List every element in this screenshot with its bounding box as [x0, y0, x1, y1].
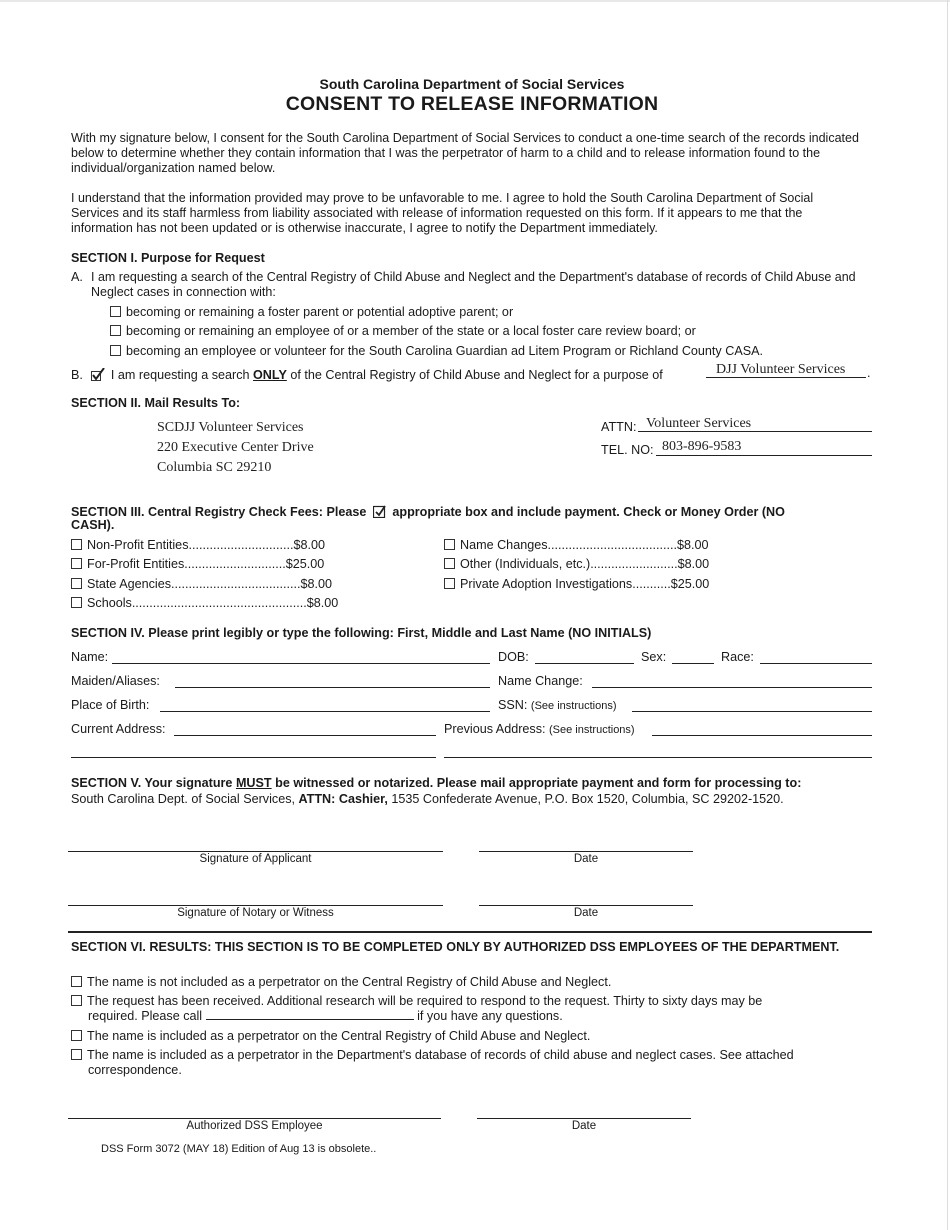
notary-signature-label: Signature of Notary or Witness [177, 907, 334, 919]
checkbox[interactable] [444, 578, 455, 589]
fee-other[interactable]: Other (Individuals, etc.).........................$8.00 [444, 557, 709, 571]
attn-line [638, 431, 872, 432]
checkbox[interactable] [110, 325, 121, 336]
checkbox[interactable] [110, 306, 121, 317]
form-title: CONSENT TO RELEASE INFORMATION [285, 93, 659, 115]
agency-name: South Carolina Department of Social Services [319, 76, 625, 92]
result-included-registry[interactable]: The name is included as a perpetrator on the Central Registry of Child Abuse and Neglect. [71, 1029, 590, 1043]
checked-box-icon [373, 505, 386, 518]
name-label: Name: [71, 650, 109, 664]
checkbox[interactable] [71, 1049, 82, 1060]
section-3-heading-line2: CASH). [71, 518, 115, 532]
fee-name-changes[interactable]: Name Changes.....................................$8.00 [444, 538, 709, 552]
scan-edge-top [0, 0, 950, 2]
checkbox[interactable] [71, 597, 82, 608]
form-number: DSS Form 3072 (MAY 18) Edition of Aug 13 is obsolete.. [101, 1143, 377, 1155]
notary-date-line[interactable] [479, 905, 693, 906]
name-field[interactable] [112, 663, 490, 664]
result-included-database[interactable]: The name is included as a perpetrator in the Department's database of records of child abuse and neglect cases. See attached correspondence. [71, 1048, 878, 1078]
attn-label: ATTN: [601, 420, 637, 434]
section-1-b: B. I am requesting a search ONLY of the Central Registry of Child Abuse and Neglect for a purpose of [71, 368, 663, 382]
option-guardian-ad-litem[interactable]: becoming an employee or volunteer for the South Carolina Guardian ad Litem Program or Richland County CASA. [110, 344, 763, 358]
attn-value[interactable]: Volunteer Services [646, 416, 752, 431]
section-2-heading: SECTION II. Mail Results To: [71, 396, 241, 410]
notary-date-label: Date [573, 907, 599, 919]
section-1-a-label: A. [71, 270, 83, 284]
name-change-label: Name Change: [498, 674, 583, 688]
sex-field[interactable] [672, 663, 714, 664]
option-review-board[interactable]: becoming or remaining an employee of or a member of the state or a local foster care review board; or [110, 324, 696, 338]
fee-state-agencies[interactable]: State Agencies.....................................$8.00 [71, 577, 332, 591]
tel-label: TEL. NO: [601, 443, 654, 457]
pob-label: Place of Birth: [71, 698, 150, 712]
employee-signature-line[interactable] [68, 1118, 441, 1119]
fee-for-profit[interactable]: For-Profit Entities.............................$25.00 [71, 557, 324, 571]
checkbox[interactable] [71, 976, 82, 987]
fee-schools[interactable]: Schools..................................................$8.00 [71, 596, 338, 610]
applicant-date-label: Date [573, 853, 599, 865]
dob-label: DOB: [498, 650, 529, 664]
checkbox[interactable] [71, 1030, 82, 1041]
cashier-address: South Carolina Dept. of Social Services, ATTN: Cashier, 1535 Confederate Avenue, P.O. Box 1520, Columbia, SC 29202-1520. [71, 792, 784, 806]
previous-address-field-2[interactable] [444, 757, 872, 758]
ssn-field[interactable] [632, 711, 872, 712]
consent-paragraph: With my signature below, I consent for the South Carolina Department of Social Services to conduct a one-time search of the records indicated below to determine whether they contain information that I was the perpetrator of harm to a child and to release information found to the individual/organization named below. [71, 131, 859, 175]
current-address-field[interactable] [174, 735, 436, 736]
section-1-heading: SECTION I. Purpose for Request [71, 251, 265, 265]
result-research-required-line2: required. Please call if you have any questions. [88, 1009, 563, 1023]
checkbox[interactable] [444, 539, 455, 550]
purpose-line [706, 377, 866, 378]
name-change-field[interactable] [592, 687, 872, 688]
result-not-included[interactable]: The name is not included as a perpetrator on the Central Registry of Child Abuse and Neglect. [71, 975, 611, 989]
address-line-2: 220 Executive Center Drive [157, 440, 314, 455]
maiden-label: Maiden/Aliases: [71, 674, 160, 688]
address-line-1: SCDJJ Volunteer Services [157, 420, 304, 435]
employee-signature-label: Authorized DSS Employee [186, 1120, 323, 1132]
section-1-a-text: I am requesting a search of the Central Registry of Child Abuse and Neglect and the Department's database of records of Child Abuse and Neglect cases in connection with: [91, 270, 856, 299]
tel-value[interactable]: 803-896-9583 [662, 439, 742, 454]
checkbox[interactable] [444, 558, 455, 569]
period: . [867, 366, 871, 380]
option-foster-parent[interactable]: becoming or remaining a foster parent or potential adoptive parent; or [110, 305, 513, 319]
current-address-label: Current Address: [71, 722, 166, 736]
current-address-field-2[interactable] [71, 757, 436, 758]
pob-field[interactable] [160, 711, 490, 712]
scan-edge-right [947, 0, 948, 1230]
employee-date-label: Date [571, 1120, 597, 1132]
address-line-3: Columbia SC 29210 [157, 460, 272, 475]
race-field[interactable] [760, 663, 872, 664]
checkbox[interactable] [71, 558, 82, 569]
checkbox[interactable] [110, 345, 121, 356]
check-mark-icon[interactable] [91, 368, 105, 381]
race-label: Race: [721, 650, 754, 664]
fee-non-profit[interactable]: Non-Profit Entities..............................$8.00 [71, 538, 325, 552]
notary-signature-line[interactable] [68, 905, 443, 906]
applicant-signature-line[interactable] [68, 851, 443, 852]
section-4-heading: SECTION IV. Please print legibly or type the following: First, Middle and Last Name (NO INITIALS) [71, 626, 652, 640]
section-3-heading: SECTION III. Central Registry Check Fees: Please appropriate box and include payment. Check or Money Order (NO [71, 505, 785, 519]
applicant-signature-label: Signature of Applicant [199, 853, 312, 865]
fee-private-adoption[interactable]: Private Adoption Investigations...........$25.00 [444, 577, 709, 591]
checkbox[interactable] [71, 578, 82, 589]
checkbox[interactable] [71, 995, 82, 1006]
ssn-label: SSN: (See instructions) [498, 698, 617, 712]
section-5-heading: SECTION V. Your signature MUST be witnessed or notarized. Please mail appropriate payment and form for processing to: [71, 776, 802, 790]
liability-paragraph: I understand that the information provided may prove to be unfavorable to me. I agree to hold the South Carolina Department of Social Services and its staff harmless from liability associated with release of information requested on this form. If it appears to me that the information has not been updated or is otherwise inaccurate, I agree to notify the Department immediately. [71, 191, 814, 235]
section-6-divider [68, 931, 872, 933]
sex-label: Sex: [641, 650, 667, 664]
section-6-heading: SECTION VI. RESULTS: THIS SECTION IS TO BE COMPLETED ONLY BY AUTHORIZED DSS EMPLOYEES OF THE DEPARTMENT. [71, 940, 840, 954]
checkbox[interactable] [71, 539, 82, 550]
call-number-field[interactable] [206, 1009, 414, 1020]
purpose-value[interactable]: DJJ Volunteer Services [716, 362, 846, 377]
applicant-date-line[interactable] [479, 851, 693, 852]
previous-address-label: Previous Address: (See instructions) [444, 722, 635, 736]
dob-field[interactable] [535, 663, 634, 664]
previous-address-field[interactable] [652, 735, 872, 736]
maiden-field[interactable] [175, 687, 490, 688]
result-research-required[interactable]: The request has been received. Additional research will be required to respond to the request. Thirty to sixty days may be [71, 994, 762, 1008]
employee-date-line[interactable] [477, 1118, 691, 1119]
tel-line [656, 455, 872, 456]
